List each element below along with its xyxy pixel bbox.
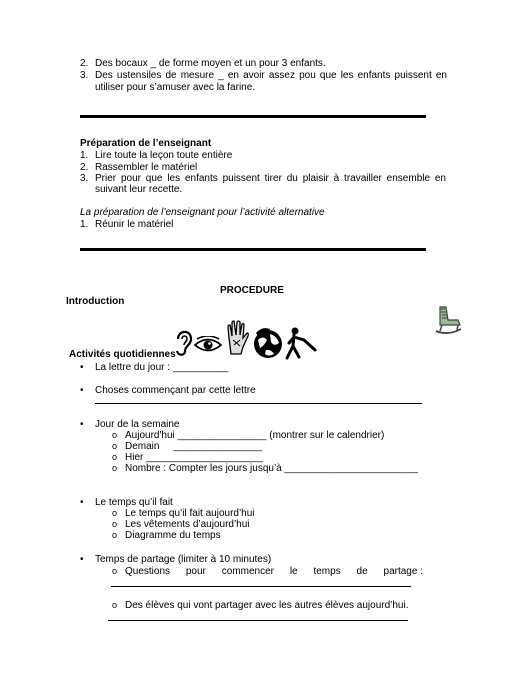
list-item-text: suivant leur recette. [95, 184, 183, 195]
bullet-glyph: • [80, 419, 84, 430]
bullet-glyph: • [80, 385, 84, 396]
section-divider [80, 115, 426, 118]
bullet-glyph: • [80, 554, 84, 565]
sub-bullet-glyph: o [112, 463, 118, 473]
sharing-item: Temps de partage (limiter à 10 minutes) [95, 554, 272, 565]
answer-line [108, 620, 408, 621]
list-number: 3. [80, 173, 89, 184]
list-item-text: Prier pour que les enfants puissent tirer du plaisir à travailler ensemble en [95, 173, 446, 184]
bullet-glyph: • [80, 362, 84, 373]
list-item-text: Des bocaux _ de forme moyen et un pour 3 enfants. [95, 58, 326, 69]
weekday-today: Aujourd'hui ________________ (montrer sur le calendrier) [125, 430, 385, 441]
globe-icon [252, 325, 284, 359]
weather-today: Le temps qu’il fait aujourd’hui [125, 508, 255, 519]
list-item-text: utiliser pour s’amuser avec la farine. [95, 82, 256, 93]
bullet-glyph: • [80, 497, 84, 508]
introduction-heading: Introduction [66, 296, 125, 307]
sub-bullet-glyph: o [112, 566, 118, 576]
alt-heading: La préparation de l’enseignant pour l’activité alternative [80, 207, 325, 218]
weather-diagram: Diagramme du temps [125, 530, 221, 541]
hand-icon [225, 320, 251, 356]
person-stretch-icon [284, 326, 320, 360]
sub-bullet-glyph: o [112, 519, 118, 529]
list-item-text: Rassembler le matériel [95, 162, 198, 173]
list-number: 1. [80, 150, 89, 161]
weekday-yesterday: Hier _____________________ [125, 452, 263, 463]
weather-clothes: Les vêtements d’aujourd’hui [125, 519, 250, 530]
section-divider [80, 248, 426, 251]
eye-icon [194, 336, 222, 354]
weekday-tomorrow: Demain ________________ [125, 441, 263, 452]
weather-item: Le temps qu’il fait [95, 497, 173, 508]
sub-bullet-glyph: o [112, 600, 118, 610]
ear-icon [173, 326, 195, 358]
procedure-title: PROCEDURE [220, 285, 284, 296]
list-number: 1. [80, 219, 89, 230]
sub-bullet-glyph: o [112, 530, 118, 540]
word: temps [313, 566, 341, 577]
answer-line [95, 403, 422, 404]
sharing-questions [125, 566, 423, 577]
word: le [289, 566, 298, 577]
list-number: 3. [80, 70, 89, 81]
daily-activities-heading: Activités quotidiennes [69, 349, 176, 360]
weekday-item: Jour de la semaine [95, 419, 180, 430]
list-number: 2. [80, 162, 89, 173]
list-item-text: Lire toute la leçon toute entière [95, 150, 233, 161]
word: Questions [125, 566, 171, 577]
sub-bullet-glyph: o [112, 452, 118, 462]
things-starting-letter: Choses commençant par cette lettre [95, 385, 256, 396]
list-item-text: Réunir le matériel [95, 219, 174, 230]
sub-bullet-glyph: o [112, 441, 118, 451]
rocking-chair-icon [432, 305, 464, 335]
letter-of-day: La lettre du jour : __________ [95, 362, 229, 373]
sub-bullet-glyph: o [112, 430, 118, 440]
sub-bullet-glyph: o [112, 508, 118, 518]
word: partage : [383, 566, 423, 577]
weekday-number: Nombre : Compter les jours jusqu’à ________________________ [125, 463, 418, 474]
word: commencer [221, 566, 274, 577]
list-item-text: Des ustensiles de mesure _ en avoir assez pou que les enfants puissent en [95, 70, 447, 81]
sharing-students: Des élèves qui vont partager avec les autres élèves aujourd’hui. [125, 600, 409, 611]
word: pour [185, 566, 206, 577]
word: de [356, 566, 368, 577]
list-number: 2. [80, 58, 89, 69]
section-heading: Préparation de l’enseignant [80, 138, 212, 149]
answer-line [111, 586, 411, 587]
